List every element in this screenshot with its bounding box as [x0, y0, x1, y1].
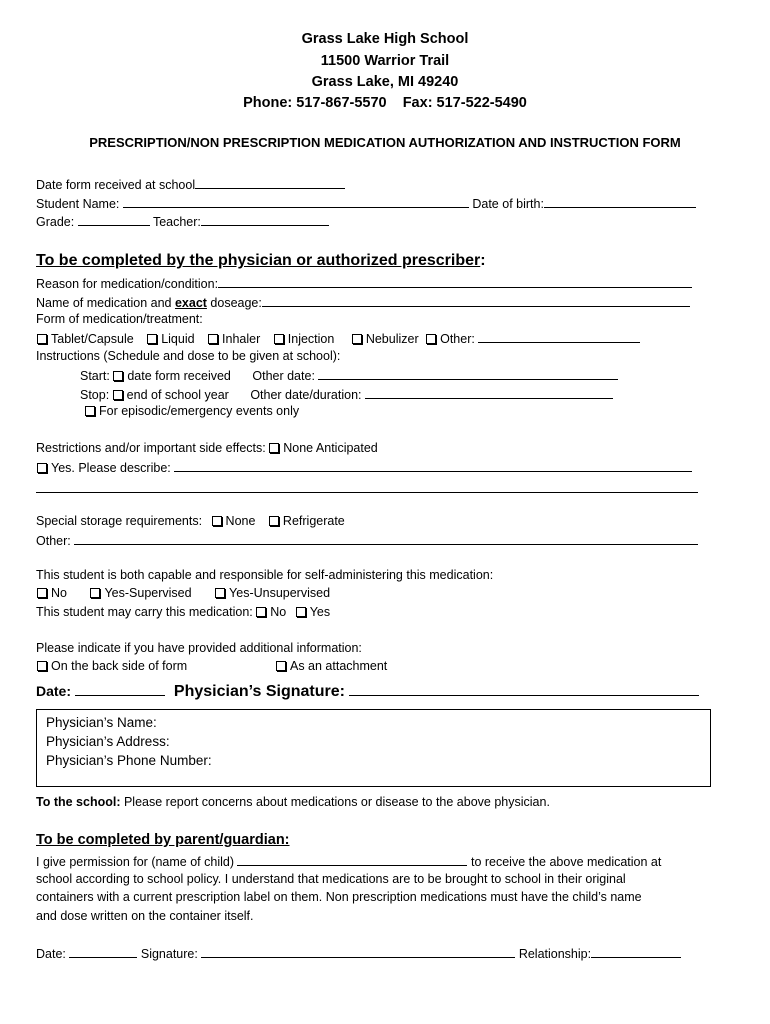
episodic-checkbox[interactable] [85, 406, 95, 416]
yes-describe-row [37, 459, 692, 475]
restrictions-row [36, 441, 378, 455]
storage-label: Special storage requirements: [36, 514, 203, 528]
form-options-row [37, 330, 640, 346]
child-name-field[interactable] [237, 853, 467, 866]
date-received-row [36, 176, 345, 192]
storage-none-label: None [225, 514, 256, 528]
self-admin-unsupervised-checkbox[interactable] [215, 588, 225, 598]
stop-end-of-year-label: end of school year [126, 388, 229, 402]
physician-name-label: Physician’s Name: [46, 715, 157, 730]
other-form-label: Other: [440, 332, 475, 346]
stop-row [80, 386, 613, 402]
describe-line-2[interactable] [36, 492, 698, 493]
physician-signature-row [36, 681, 699, 701]
physician-signature-field[interactable] [349, 681, 699, 696]
medication-name-row [36, 294, 690, 310]
physician-phone-label: Physician’s Phone Number: [46, 753, 212, 768]
start-date-received-label: date form received [127, 369, 231, 383]
date-received-field[interactable] [195, 176, 345, 189]
other-date-field[interactable] [318, 367, 618, 380]
storage-other-field[interactable] [74, 532, 698, 545]
physician-date-label: Date: [36, 683, 72, 699]
other-duration-label: Other date/duration: [250, 388, 362, 402]
student-name-label: Student Name: [36, 197, 120, 211]
school-phone-fax: Phone: 517-867-5570 Fax: 517-522-5490 [243, 95, 527, 111]
stop-label: Stop: [80, 388, 110, 402]
none-anticipated-label: None Anticipated [283, 441, 378, 455]
school-city: Grass Lake, MI 49240 [311, 74, 459, 90]
physician-info-box[interactable] [36, 709, 711, 787]
grade-teacher-row [36, 213, 329, 229]
permission-text-b: to receive the above medication at [470, 855, 662, 869]
physician-heading [36, 252, 486, 270]
parent-signature-row [36, 945, 681, 961]
school-note-text: Please report concerns about medications or disease to the above physician. [120, 795, 550, 809]
physician-signature-label: Physician’s Signature: [173, 683, 345, 700]
yes-describe-label: Yes. Please describe: [51, 461, 171, 475]
self-admin-options [37, 586, 330, 600]
self-admin-supervised-checkbox[interactable] [90, 588, 100, 598]
stop-end-of-year-checkbox[interactable] [113, 390, 123, 400]
injection-label: Injection [287, 332, 335, 346]
tablet-checkbox[interactable] [37, 334, 47, 344]
storage-refrigerate-checkbox[interactable] [269, 516, 279, 526]
carry-yes-label: Yes [309, 605, 331, 619]
physician-heading-colon: : [480, 252, 486, 269]
school-street: 11500 Warrior Trail [320, 53, 450, 69]
additional-info-options [37, 659, 187, 673]
self-admin-label: This student is both capable and responsible for self-administering this medication: [36, 568, 494, 582]
parent-signature-field[interactable] [201, 945, 515, 958]
episodic-row [85, 404, 299, 418]
grade-field[interactable] [78, 213, 150, 226]
other-form-field[interactable] [478, 330, 640, 343]
storage-other-label: Other: [36, 534, 71, 548]
tablet-label: Tablet/Capsule [51, 332, 134, 346]
self-admin-no-label: No [51, 586, 67, 600]
carry-label: This student may carry this medication: [36, 605, 253, 619]
medication-name-field[interactable] [262, 294, 690, 307]
inhaler-label: Inhaler [222, 332, 261, 346]
back-side-checkbox[interactable] [37, 661, 47, 671]
date-received-label: Date form received at school [36, 178, 196, 192]
form-of-medication-label: Form of medication/treatment: [36, 312, 203, 326]
start-date-received-checkbox[interactable] [113, 371, 123, 381]
nebulizer-label: Nebulizer [365, 332, 419, 346]
self-admin-unsupervised-label: Yes-Unsupervised [229, 586, 331, 600]
storage-other-row [36, 532, 698, 548]
yes-describe-checkbox[interactable] [37, 463, 47, 473]
parent-heading [36, 832, 290, 848]
physician-heading-text: To be completed by the physician or authorized prescriber [36, 252, 481, 269]
physician-date-field[interactable] [75, 681, 165, 696]
none-anticipated-checkbox[interactable] [269, 443, 279, 453]
other-date-label: Other date: [252, 369, 315, 383]
form-title: PRESCRIPTION/NON PRESCRIPTION MEDICATION AUTHORIZATION AND INSTRUCTION FORM [89, 135, 681, 150]
additional-info-label: Please indicate if you have provided additional information: [36, 641, 362, 655]
attachment-label: As an attachment [290, 659, 388, 673]
attachment-checkbox[interactable] [276, 661, 286, 671]
liquid-label: Liquid [161, 332, 195, 346]
reason-row [36, 275, 692, 291]
carry-row [36, 605, 330, 619]
parent-permission-line-2: school according to school policy. I understand that medications are to be brought to school in their original [36, 872, 626, 886]
school-note [36, 795, 550, 809]
storage-refrigerate-label: Refrigerate [282, 514, 345, 528]
parent-signature-label: Signature: [140, 947, 198, 961]
self-admin-no-checkbox[interactable] [37, 588, 47, 598]
injection-checkbox[interactable] [274, 334, 284, 344]
storage-row [36, 514, 345, 528]
relationship-label: Relationship: [518, 947, 592, 961]
liquid-checkbox[interactable] [147, 334, 157, 344]
self-admin-supervised-label: Yes-Supervised [104, 586, 192, 600]
episodic-label: For episodic/emergency events only [99, 404, 300, 418]
permission-text-a: I give permission for (name of child) [36, 855, 234, 869]
back-side-label: On the back side of form [51, 659, 188, 673]
school-name: Grass Lake High School [301, 31, 469, 47]
relationship-field[interactable] [591, 945, 681, 958]
parent-date-field[interactable] [69, 945, 137, 958]
medication-name-label-b: doseage: [206, 296, 262, 310]
physician-address-label: Physician’s Address: [46, 734, 170, 749]
start-label: Start: [80, 369, 110, 383]
instructions-label: Instructions (Schedule and dose to be given at school): [36, 349, 341, 363]
dob-field[interactable] [544, 195, 696, 208]
reason-field[interactable] [218, 275, 692, 288]
grade-label: Grade: [36, 215, 75, 229]
parent-permission-line-4: and dose written on the container itself. [36, 909, 254, 923]
storage-none-checkbox[interactable] [212, 516, 222, 526]
carry-no-checkbox[interactable] [256, 607, 266, 617]
student-name-row [36, 195, 696, 211]
reason-label: Reason for medication/condition: [36, 277, 219, 291]
restrictions-label: Restrictions and/or important side effects: [36, 441, 266, 455]
school-note-label: To the school: [36, 795, 121, 809]
medication-name-label-a: Name of medication and [36, 296, 175, 310]
carry-yes-checkbox[interactable] [296, 607, 306, 617]
medication-name-exact: exact [174, 296, 207, 310]
start-row [80, 367, 618, 383]
dob-label: Date of birth: [472, 197, 544, 211]
nebulizer-checkbox[interactable] [352, 334, 362, 344]
other-duration-field[interactable] [365, 386, 613, 399]
parent-permission-line-1 [36, 853, 661, 869]
carry-no-label: No [270, 605, 287, 619]
other-form-checkbox[interactable] [426, 334, 436, 344]
parent-permission-line-3: containers with a current prescription label on them. Non prescription medications must have the child’s name [36, 890, 642, 904]
teacher-field[interactable] [201, 213, 329, 226]
inhaler-checkbox[interactable] [208, 334, 218, 344]
student-name-field[interactable] [123, 195, 469, 208]
teacher-label: Teacher: [152, 215, 201, 229]
yes-describe-field[interactable] [174, 459, 692, 472]
attachment-option [276, 659, 387, 673]
parent-date-label: Date: [36, 947, 66, 961]
parent-heading-text: To be completed by parent/guardian: [36, 832, 290, 848]
